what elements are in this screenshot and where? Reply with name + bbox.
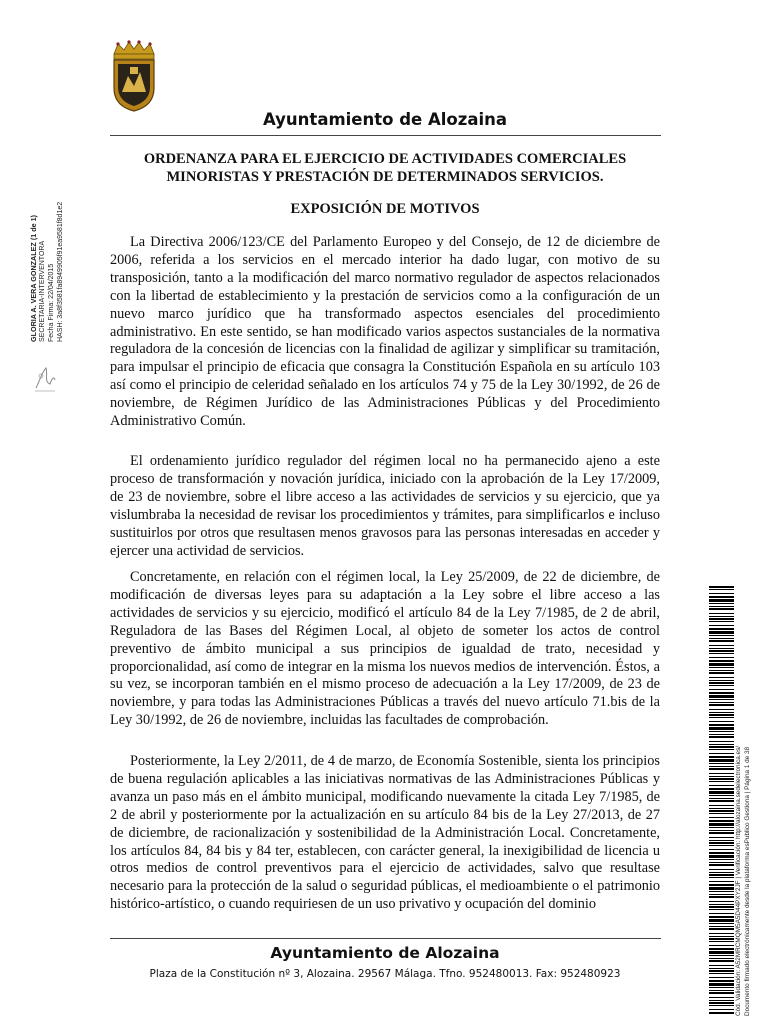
signer-role: SECRETARIA-INTERVENTORA (39, 240, 46, 342)
document-title: ORDENANZA PARA EL EJERCICIO DE ACTIVIDADES COMERCIALES MINORISTAS Y PRESTACIÓN DE DETERMINADOS SERVICIOS. (143, 151, 627, 185)
body-paragraph: Concretamente, en relación con el régimen local, la Ley 25/2009, de 22 de diciembre, de modificación de diversas leyes para su adaptación a la Ley sobre el libre acceso a las actividades de servicios y su ejercicio, modificó el artículo 84 de la Ley 7/1985, de 2 de abril, Reguladora de las Bases del Régimen Local, al objeto de someter los actos de control preventivo de ámbito municipal a sus principios de igualdad de trato, necesidad y proporcionalidad, así como de integrar en la misma los nuevos medios de intervención. Éstos, a su vez, se incorporan también en el mismo proceso de adecuación a la Ley 17/2009, de 23 de noviembre, y para todas las Administraciones Públicas a través del nuevo artículo 71.bis de la Ley 30/1992, de 26 de noviembre, incluidas las facultades de comprobación. (110, 569, 660, 729)
header-title: Ayuntamiento de Alozaina (263, 110, 507, 129)
footer-address: Plaza de la Constitución nº 3, Alozaina. 29567 Málaga. Tfno. 952480013. Fax: 952480923 (149, 968, 621, 980)
platform-note-text: Documento firmado electrónicamente desde la plataforma esPublico Gestiona | Página 1 de 38 (744, 746, 751, 1016)
section-title: EXPOSICIÓN DE MOTIVOS (290, 201, 480, 217)
barcode-icon (709, 586, 734, 1014)
body-paragraph: La Directiva 2006/123/CE del Parlamento Europeo y del Consejo, de 12 de diciembre de 2006, referida a los servicios en el mercado interior ha dado lugar, con motivo de su transposición, tanto a la modificación del marco normativo regulador de aspectos relacionados con la libertad de establecimiento y la prestación de servicios como a la configuración de un nuevo marco jurídico que ha transformado aspectos esenciales del procedimiento administrativo. En este sentido, se han modificado varios aspectos sustanciales de la normativa reguladora de la concesión de licencias con la finalidad de agilizar y simplificar su tramitación, para impulsar el principio de eficacia que consagra la Constitución Española en su artículo 103 así como el principio de celeridad señalado en los artículos 74 y 75 de la Ley 30/1992, de 26 de noviembre, de Régimen Jurídico de las Administraciones Públicas y del Procedimiento Administrativo Común. (110, 234, 660, 430)
footer-divider (110, 938, 661, 939)
validation-code-text: Cód. Validación: A52MRCMQM5A5D44PXY2JF | Verificación: http://alozaina.sedelectronica.es/ (735, 745, 742, 1016)
signature-stamp-icon (32, 362, 58, 394)
signature-date: Fecha Firma: 22/04/2015 (48, 263, 55, 342)
header-divider (110, 135, 661, 136)
body-paragraph: El ordenamiento jurídico regulador del régimen local no ha permanecido ajeno a este proceso de transformación y novación jurídica, iniciado con la aprobación de la Ley 17/2009, de 23 de noviembre, sobre el libre acceso a las actividades de servicios y su ejercicio, que ya vislumbraba la necesidad de revisar los procedimientos y trámites, para simplificarlos e incluso sustituirlos por otros que resultasen menos gravosos para las personas interesadas en acceder y ejercer una actividad de servicios. (110, 453, 660, 559)
signer-name: GLORIA A. VERA GONZALEZ (1 de 1) (29, 215, 38, 342)
signature-hash: HASH: 3a8f3581fa8949905f91ea9581f8d1e2 (57, 201, 64, 342)
footer-title: Ayuntamiento de Alozaina (270, 944, 500, 962)
body-paragraph: Posteriormente, la Ley 2/2011, de 4 de marzo, de Economía Sostenible, sienta los principios de buena regulación aplicables a las iniciativas normativas de las Administraciones Públicas y avanza un paso más en el ámbito municipal, modificando nuevamente la citada Ley 7/1985, de 2 de abril y posteriormente por la actualización en su artículo 84 bis de la Ley 27/2013, de 27 de diciembre, de racionalización y sostenibilidad de la Administración Local. Concretamente, los artículos 84, 84 bis y 84 ter, establecen, con carácter general, la inexigibilidad de licencia u otros medios de control preventivos para el ejercicio de actividades, salvo que resultase necesario para la protección de la salud o seguridad públicas, el medioambiente o el patrimonio histórico-artístico, o cuando requiriesen de un uso privativo y ocupación del dominio (110, 753, 660, 913)
coat-of-arms-logo (108, 40, 160, 112)
